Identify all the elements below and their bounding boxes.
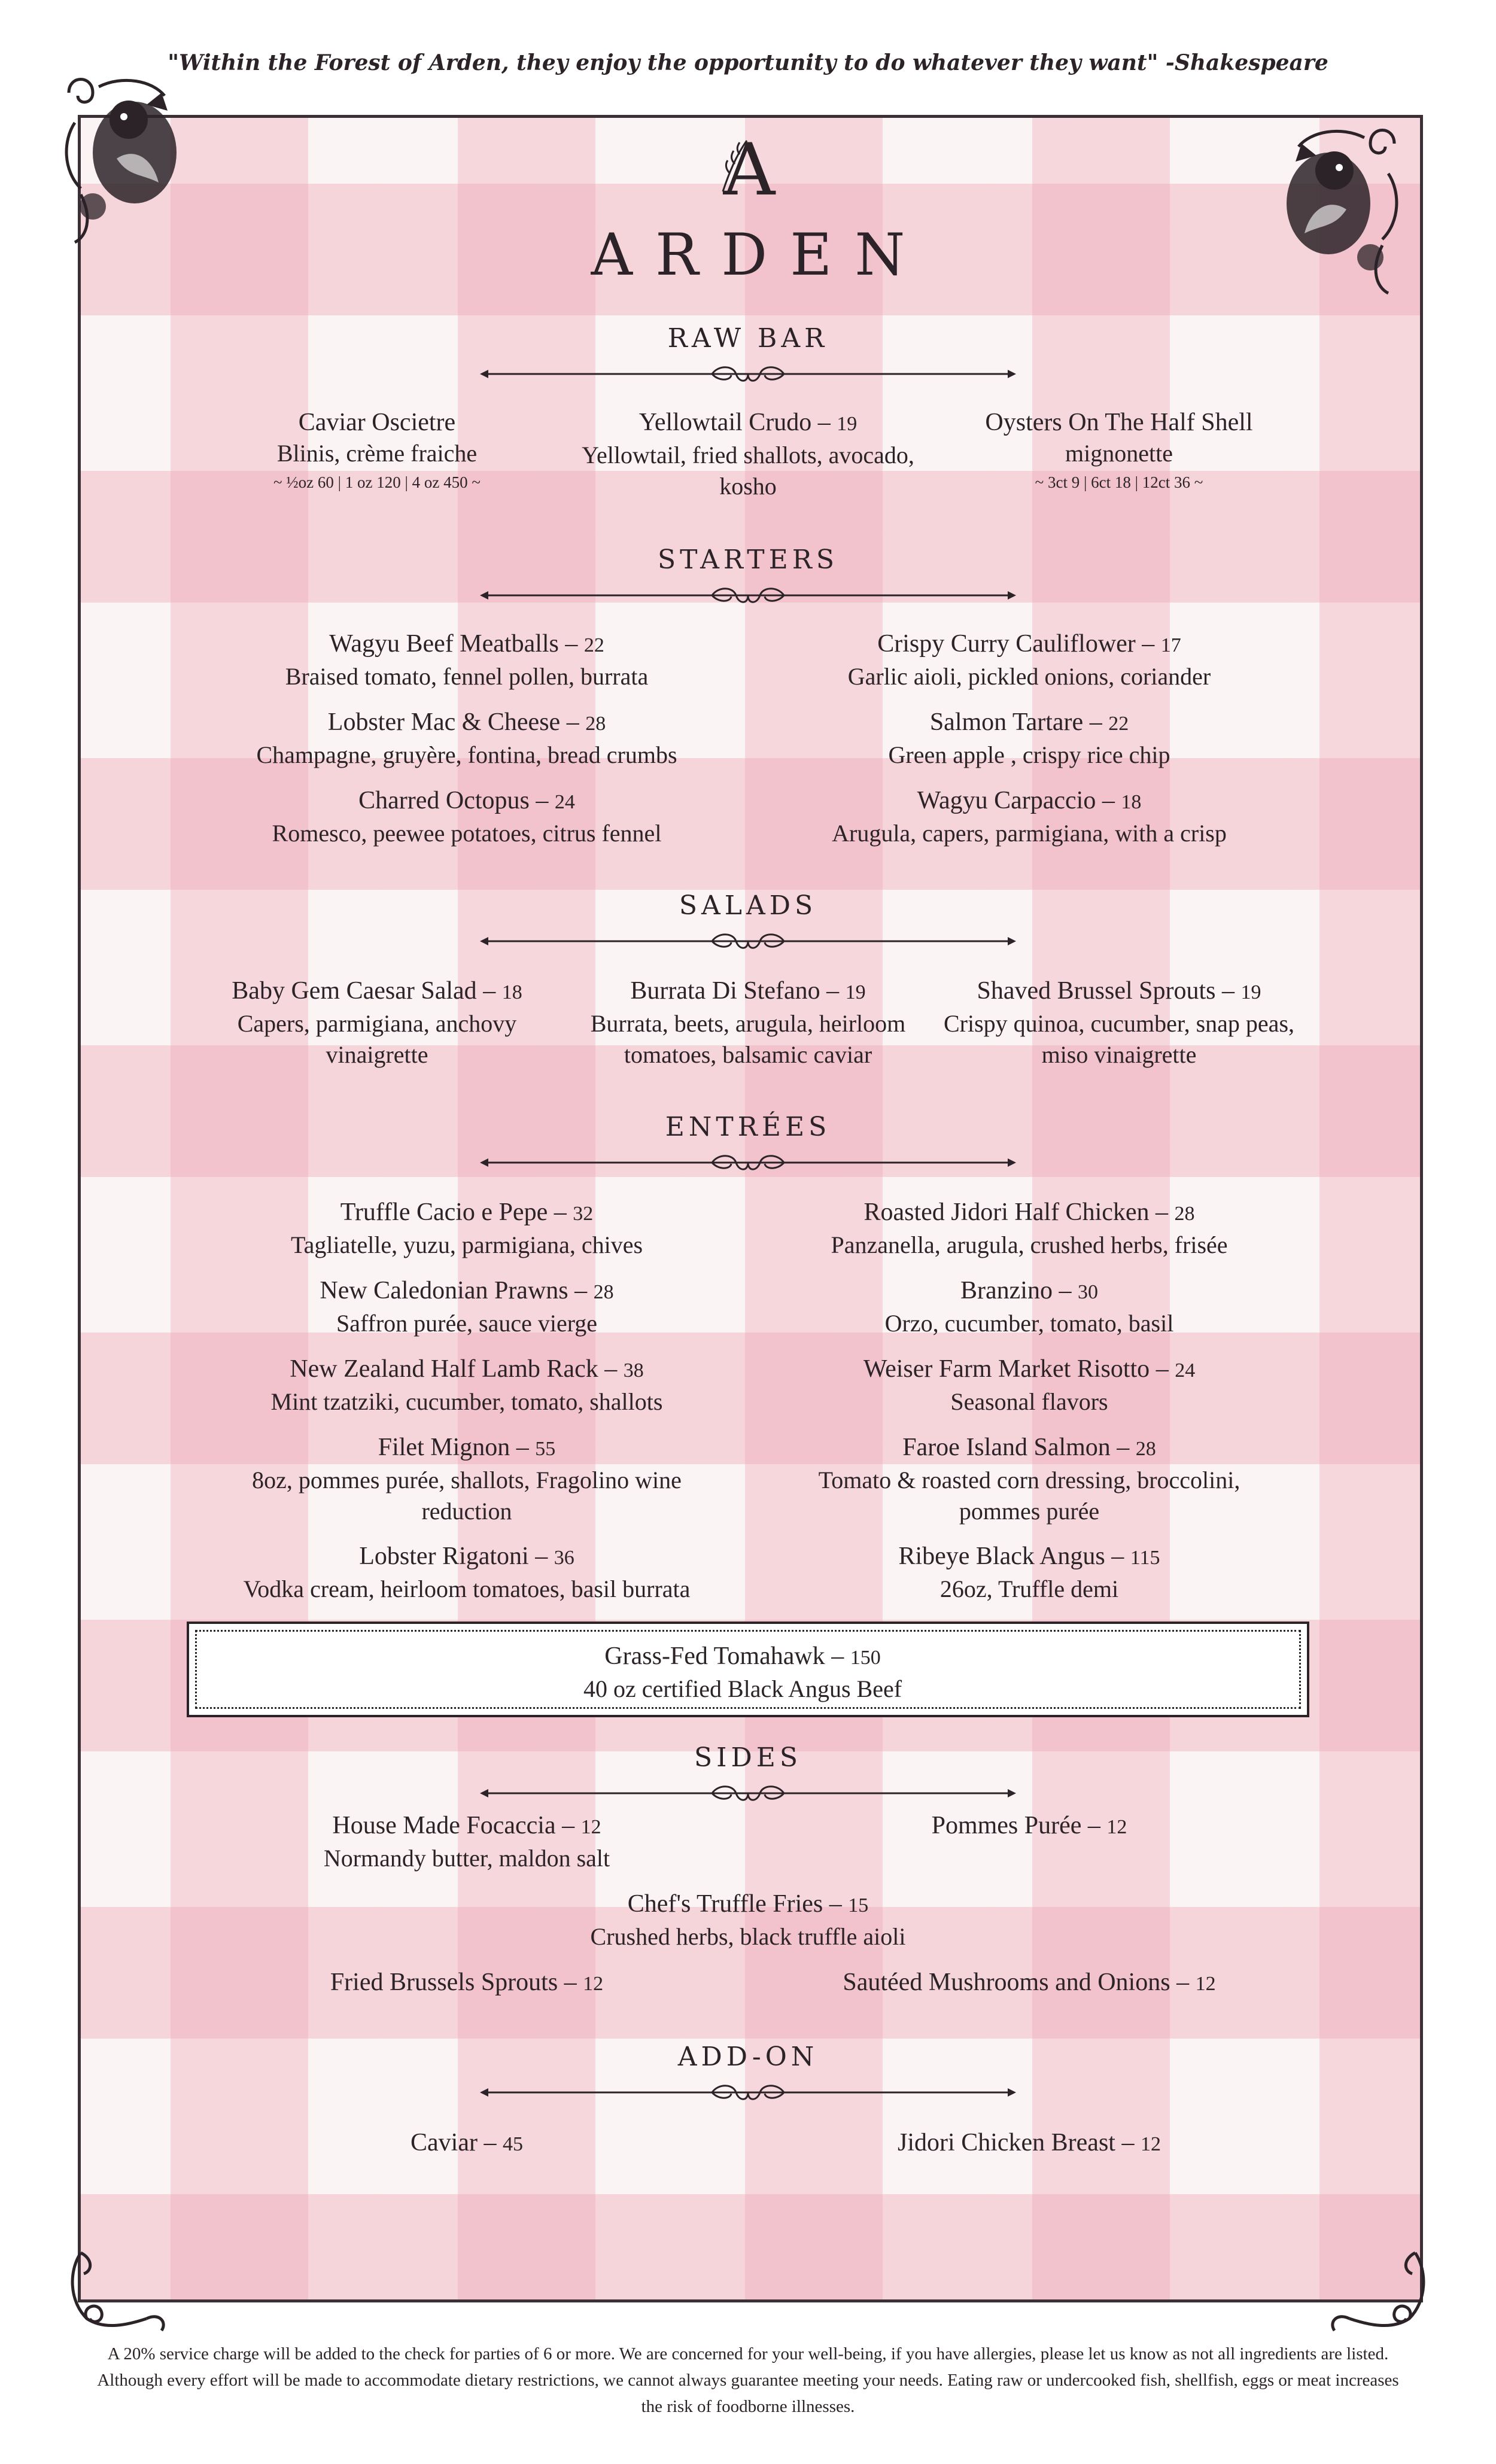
item-name: Sautéed Mushrooms and Onions xyxy=(843,1969,1170,1996)
restaurant-name: ARDEN xyxy=(591,221,928,288)
item-description: Green apple , crispy rice chip xyxy=(888,741,1170,768)
menu-item-mushrooms-onions: Sautéed Mushrooms and Onions – 12 xyxy=(843,1969,1216,1996)
item-price: 12 xyxy=(1140,2133,1161,2155)
menu-item-pommes-puree: Pommes Purée – 12 xyxy=(931,1812,1127,1839)
item-price-options: ~ 3ct 9 | 6ct 18 | 12ct 36 ~ xyxy=(1035,473,1203,491)
item-description: Tomato & roasted corn dressing, broccolini, pommes purée xyxy=(818,1467,1240,1525)
item-name: Truffle Cacio e Pepe xyxy=(340,1198,548,1226)
item-price: 17 xyxy=(1160,634,1181,656)
item-name: Faroe Island Salmon xyxy=(902,1434,1111,1461)
menu-item-caesar-salad: Baby Gem Caesar Salad – 18 Capers, parmigiana, anchovy vinaigrette xyxy=(197,975,557,1070)
epigraph-quote: "Within the Forest of Arden, they enjoy the opportunity to do whatever they want" -Shakespeare xyxy=(168,50,1328,75)
item-description: Arugula, capers, parmigiana, with a crisp xyxy=(832,820,1227,847)
item-name: Salmon Tartare xyxy=(929,708,1084,736)
section-title-add-on: ADD-ON xyxy=(677,2042,819,2072)
section-title-entrees: ENTRÉES xyxy=(665,1112,831,1142)
item-price: 115 xyxy=(1130,1547,1160,1569)
item-description: Blinis, crème fraiche xyxy=(276,440,478,467)
item-name: Caviar Oscietre xyxy=(298,409,456,436)
item-price: 15 xyxy=(848,1894,869,1917)
menu-item-oysters xyxy=(939,407,1299,495)
item-name: New Zealand Half Lamb Rack xyxy=(290,1355,598,1383)
item-description: Orzo, cucumber, tomato, basil xyxy=(884,1310,1174,1337)
menu-item-lobster-rigatoni: Lobster Rigatoni – 36 Vodka cream, heirloom tomatoes, basil burrata xyxy=(197,1541,736,1605)
menu-item-wagyu-meatballs: Wagyu Beef Meatballs – 22 Braised tomato, fennel pollen, burrata xyxy=(197,628,736,692)
item-name: Burrata Di Stefano xyxy=(630,977,820,1005)
menu-item-curry-cauliflower: Crispy Curry Cauliflower – 17 Garlic aioli, pickled onions, coriander xyxy=(760,628,1299,692)
menu-item-chicken-breast-addon: Jidori Chicken Breast – 12 xyxy=(898,2129,1161,2156)
ornamental-divider-icon xyxy=(479,929,1017,953)
item-price: 19 xyxy=(837,413,858,435)
item-price: 28 xyxy=(1174,1203,1195,1225)
menu-item-ribeye: Ribeye Black Angus – 115 26oz, Truffle demi xyxy=(760,1541,1299,1605)
item-description: Seasonal flavors xyxy=(950,1388,1108,1415)
item-name: Jidori Chicken Breast xyxy=(898,2129,1115,2156)
item-description: 40 oz certified Black Angus Beef xyxy=(583,1675,902,1702)
menu-item-cacio-e-pepe: Truffle Cacio e Pepe – 32 Tagliatelle, yuzu, parmigiana, chives xyxy=(197,1197,736,1261)
item-description: Braised tomato, fennel pollen, burrata xyxy=(285,663,649,690)
section-title-sides: SIDES xyxy=(694,1742,802,1773)
item-description: Champagne, gruyère, fontina, bread crumbs xyxy=(256,741,677,768)
item-description: Burrata, beets, arugula, heirloom tomatoes, balsamic caviar xyxy=(590,1010,906,1068)
menu-item-truffle-fries: Chef's Truffle Fries – 15 Crushed herbs, black truffle aioli xyxy=(479,1888,1017,1952)
ornamental-divider-icon xyxy=(479,362,1017,386)
item-price: 28 xyxy=(593,1281,614,1303)
item-price: 36 xyxy=(554,1547,574,1569)
item-description: Romesco, peewee potatoes, citrus fennel xyxy=(272,820,662,847)
item-name: Roasted Jidori Half Chicken xyxy=(863,1198,1150,1226)
item-name: Ribeye Black Angus xyxy=(898,1543,1105,1570)
item-name: Oysters On The Half Shell xyxy=(985,409,1253,436)
item-price: 12 xyxy=(583,1973,604,1995)
item-name: Yellowtail Crudo xyxy=(638,409,812,436)
item-description: Panzanella, arugula, crushed herbs, frisée xyxy=(831,1231,1228,1258)
menu-item-brussel-sprouts-salad: Shaved Brussel Sprouts – 19 Crispy quinoa, cucumber, snap peas, miso vinaigrette xyxy=(939,975,1299,1070)
item-description: Garlic aioli, pickled onions, coriander xyxy=(847,663,1211,690)
item-description: Saffron purée, sauce vierge xyxy=(336,1310,598,1337)
item-description: Mint tzatziki, cucumber, tomato, shallots xyxy=(270,1388,663,1415)
item-description: Crushed herbs, black truffle aioli xyxy=(590,1923,906,1950)
menu-item-prawns: New Caledonian Prawns – 28 Saffron purée, sauce vierge xyxy=(197,1275,736,1339)
item-price: 19 xyxy=(845,981,866,1003)
item-name: Filet Mignon xyxy=(378,1434,510,1461)
item-name: Baby Gem Caesar Salad xyxy=(232,977,477,1005)
menu-item-fried-brussels: Fried Brussels Sprouts – 12 xyxy=(330,1969,604,1996)
item-name: House Made Focaccia xyxy=(332,1812,556,1839)
item-name: Shaved Brussel Sprouts xyxy=(977,977,1216,1005)
menu-item-yellowtail-crudo: Yellowtail Crudo – 19 Yellowtail, fried shallots, avocado, kosho xyxy=(568,407,928,502)
item-description: Tagliatelle, yuzu, parmigiana, chives xyxy=(290,1231,643,1258)
item-price: 32 xyxy=(573,1203,594,1225)
item-price: 28 xyxy=(585,713,606,735)
item-name: Branzino xyxy=(960,1277,1053,1304)
item-price: 12 xyxy=(580,1816,601,1838)
menu-item-focaccia: House Made Focaccia – 12 Normandy butter, maldon salt xyxy=(197,1810,736,1874)
arden-logo-icon xyxy=(712,126,784,203)
item-name: Chef's Truffle Fries xyxy=(627,1890,823,1918)
menu-item-burrata: Burrata Di Stefano – 19 Burrata, beets, arugula, heirloom tomatoes, balsamic caviar xyxy=(568,975,928,1070)
item-name: Crispy Curry Cauliflower xyxy=(877,630,1136,658)
item-price: 38 xyxy=(623,1359,644,1382)
item-description: Crispy quinoa, cucumber, snap peas, miso vinaigrette xyxy=(943,1010,1295,1068)
menu-item-caviar-oscietre xyxy=(197,407,557,495)
item-name: Pommes Purée xyxy=(931,1812,1082,1839)
item-price: 12 xyxy=(1106,1816,1127,1838)
menu-item-caviar-addon: Caviar – 45 xyxy=(411,2129,523,2156)
item-name: Weiser Farm Market Risotto xyxy=(863,1355,1150,1383)
item-price: 45 xyxy=(502,2133,523,2155)
item-price: 55 xyxy=(535,1438,556,1460)
item-description: Vodka cream, heirloom tomatoes, basil burrata xyxy=(243,1575,691,1602)
section-title-salads: SALADS xyxy=(679,890,817,921)
item-price: 22 xyxy=(583,634,604,656)
item-price: 19 xyxy=(1240,981,1261,1003)
item-name: Lobster Rigatoni xyxy=(359,1543,529,1570)
item-name: Lobster Mac & Cheese xyxy=(327,708,561,736)
item-price: 30 xyxy=(1077,1281,1098,1303)
item-price-options: ~ ½oz 60 | 1 oz 120 | 4 oz 450 ~ xyxy=(273,473,481,491)
item-description: Capers, parmigiana, anchovy vinaigrette xyxy=(237,1010,517,1068)
allergy-disclaimer: A 20% service charge will be added to the check for parties of 6 or more. We are concerned for your well-being, if you have allergies, please let us know as not all ingredients are listed. Although every effort will be made to accommodate dietary restrictions, we cannot always guarantee meeting your needs. Eating raw or undercooked fish, shellfish, eggs or meat increases the risk of foodborne illnesses. xyxy=(97,2344,1399,2416)
menu-item-charred-octopus: Charred Octopus – 24 Romesco, peewee potatoes, citrus fennel xyxy=(197,785,736,849)
item-description: Yellowtail, fried shallots, avocado, kosho xyxy=(582,442,914,500)
item-price: 18 xyxy=(501,981,522,1003)
item-description: 26oz, Truffle demi xyxy=(939,1575,1119,1602)
ornamental-divider-icon xyxy=(479,1151,1017,1175)
item-name: New Caledonian Prawns xyxy=(320,1277,568,1304)
scroll-ornament-icon xyxy=(57,2247,177,2337)
section-title-starters: STARTERS xyxy=(658,544,838,575)
item-price: 12 xyxy=(1195,1973,1216,1995)
item-description: Normandy butter, maldon salt xyxy=(323,1845,610,1872)
menu-item-lobster-mac: Lobster Mac & Cheese – 28 Champagne, gruyère, fontina, bread crumbs xyxy=(197,707,736,771)
item-name: Charred Octopus xyxy=(358,787,530,814)
menu-item-lamb-rack: New Zealand Half Lamb Rack – 38 Mint tzatziki, cucumber, tomato, shallots xyxy=(197,1353,736,1417)
logo-letter: A xyxy=(723,129,776,203)
scroll-ornament-icon xyxy=(1319,2247,1439,2337)
item-price: 28 xyxy=(1135,1438,1156,1460)
item-price: 24 xyxy=(1175,1359,1196,1382)
menu-item-tomahawk: Grass-Fed Tomahawk – 150 40 oz certified Black Angus Beef xyxy=(189,1641,1296,1705)
menu-item-wagyu-carpaccio: Wagyu Carpaccio – 18 Arugula, capers, parmigiana, with a crisp xyxy=(760,785,1299,849)
menu-item-risotto: Weiser Farm Market Risotto – 24 Seasonal flavors xyxy=(760,1353,1299,1417)
item-price: 18 xyxy=(1121,791,1142,813)
featured-item-box xyxy=(187,1622,1309,1717)
item-price: 24 xyxy=(554,791,575,813)
item-name: Fried Brussels Sprouts xyxy=(330,1969,558,1996)
ornamental-divider-icon xyxy=(479,583,1017,607)
item-name: Wagyu Beef Meatballs xyxy=(329,630,559,658)
item-description: 8oz, pommes purée, shallots, Fragolino wine reduction xyxy=(252,1467,682,1525)
item-description: mignonette xyxy=(1065,440,1173,467)
menu-item-filet-mignon: Filet Mignon – 55 8oz, pommes purée, shallots, Fragolino wine reduction xyxy=(197,1432,736,1527)
menu-item-branzino: Branzino – 30 Orzo, cucumber, tomato, basil xyxy=(760,1275,1299,1339)
menu-item-salmon-tartare: Salmon Tartare – 22 Green apple , crispy rice chip xyxy=(760,707,1299,771)
item-name: Grass-Fed Tomahawk xyxy=(604,1642,825,1670)
item-name: Wagyu Carpaccio xyxy=(917,787,1096,814)
item-name: Caviar xyxy=(411,2129,478,2156)
item-price: 150 xyxy=(850,1647,881,1669)
ornamental-divider-icon xyxy=(479,1781,1017,1805)
section-title-raw-bar: RAW BAR xyxy=(667,323,829,354)
item-price: 22 xyxy=(1108,713,1129,735)
menu-item-jidori-half-chicken: Roasted Jidori Half Chicken – 28 Panzanella, arugula, crushed herbs, frisée xyxy=(760,1197,1299,1261)
menu-item-faroe-salmon: Faroe Island Salmon – 28 Tomato & roasted corn dressing, broccolini, pommes purée xyxy=(760,1432,1299,1527)
ornamental-divider-icon xyxy=(479,2080,1017,2104)
